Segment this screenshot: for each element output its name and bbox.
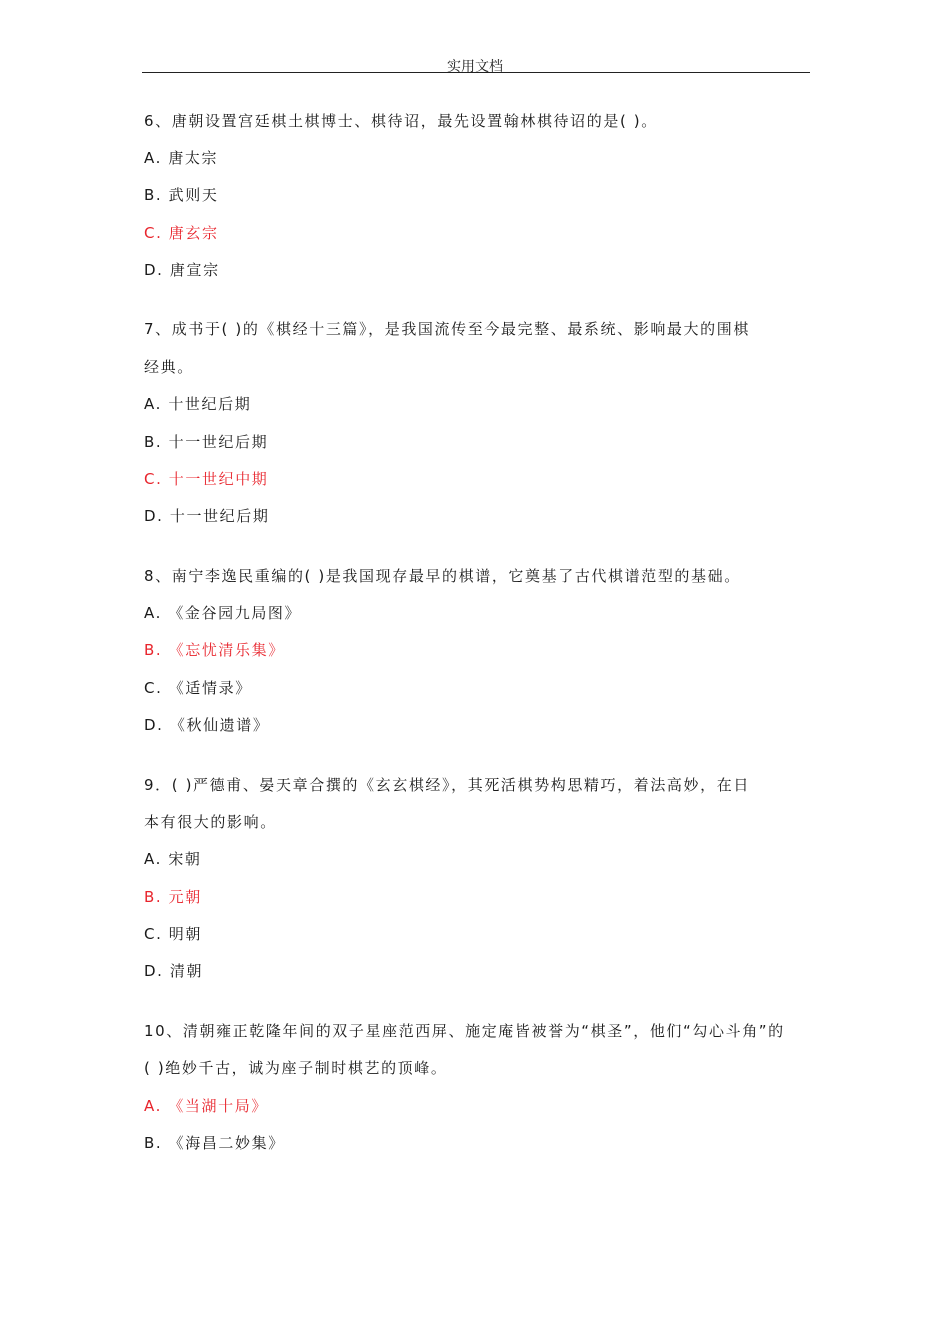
question-9-stem-line-1: 9．( )严德甫、晏天章合撰的《玄玄棋经》，其死活棋势构思精巧，着法高妙，在日: [144, 776, 750, 794]
question-6-option-b: B. 武则天: [144, 186, 219, 204]
page-header-title: 实用文档: [447, 59, 503, 75]
question-6-option-c-answer: C. 唐玄宗: [144, 224, 219, 242]
question-6-option-a: A. 唐太宗: [144, 149, 219, 167]
question-8-option-c: C. 《适情录》: [144, 679, 252, 697]
question-9-option-c: C. 明朝: [144, 925, 203, 943]
question-6-stem: 6、唐朝设置宫廷棋土棋博士、棋待诏，最先设置翰林棋待诏的是( )。: [144, 112, 658, 130]
question-7-option-a: A. 十世纪后期: [144, 395, 252, 413]
question-7-option-c-answer: C. 十一世纪中期: [144, 470, 269, 488]
question-9-option-d: D. 清朝: [144, 962, 204, 980]
question-10-stem-line-2: ( )绝妙千古，诚为座子制时棋艺的顶峰。: [144, 1059, 448, 1077]
question-10-option-b: B. 《海昌二妙集》: [144, 1134, 285, 1152]
question-7-stem-line-1: 7、成书于( )的《棋经十三篇》，是我国流传至今最完整、最系统、影响最大的围棋: [144, 320, 750, 338]
question-6-option-d: D. 唐宣宗: [144, 261, 220, 279]
question-9-option-a: A. 宋朝: [144, 850, 202, 868]
question-8-option-a: A. 《金谷园九局图》: [144, 604, 302, 622]
question-9-stem-line-2: 本有很大的影响。: [144, 813, 277, 831]
question-10-stem-line-1: 10、清朝雍正乾隆年间的双子星座范西屏、施定庵皆被誉为“棋圣”，他们“勾心斗角”的: [144, 1022, 785, 1040]
question-8-option-b-answer: B. 《忘忧清乐集》: [144, 641, 285, 659]
question-7-option-d: D. 十一世纪后期: [144, 507, 270, 525]
question-8-option-d: D. 《秋仙遗谱》: [144, 716, 270, 734]
question-9-option-b-answer: B. 元朝: [144, 888, 202, 906]
question-7-stem-line-2: 经典。: [144, 358, 194, 376]
question-10-option-a-answer: A. 《当湖十局》: [144, 1097, 268, 1115]
header-divider: [142, 72, 810, 73]
question-8-stem: 8、南宁李逸民重编的( )是我国现存最早的棋谱，它奠基了古代棋谱范型的基础。: [144, 567, 741, 585]
question-7-option-b: B. 十一世纪后期: [144, 433, 269, 451]
